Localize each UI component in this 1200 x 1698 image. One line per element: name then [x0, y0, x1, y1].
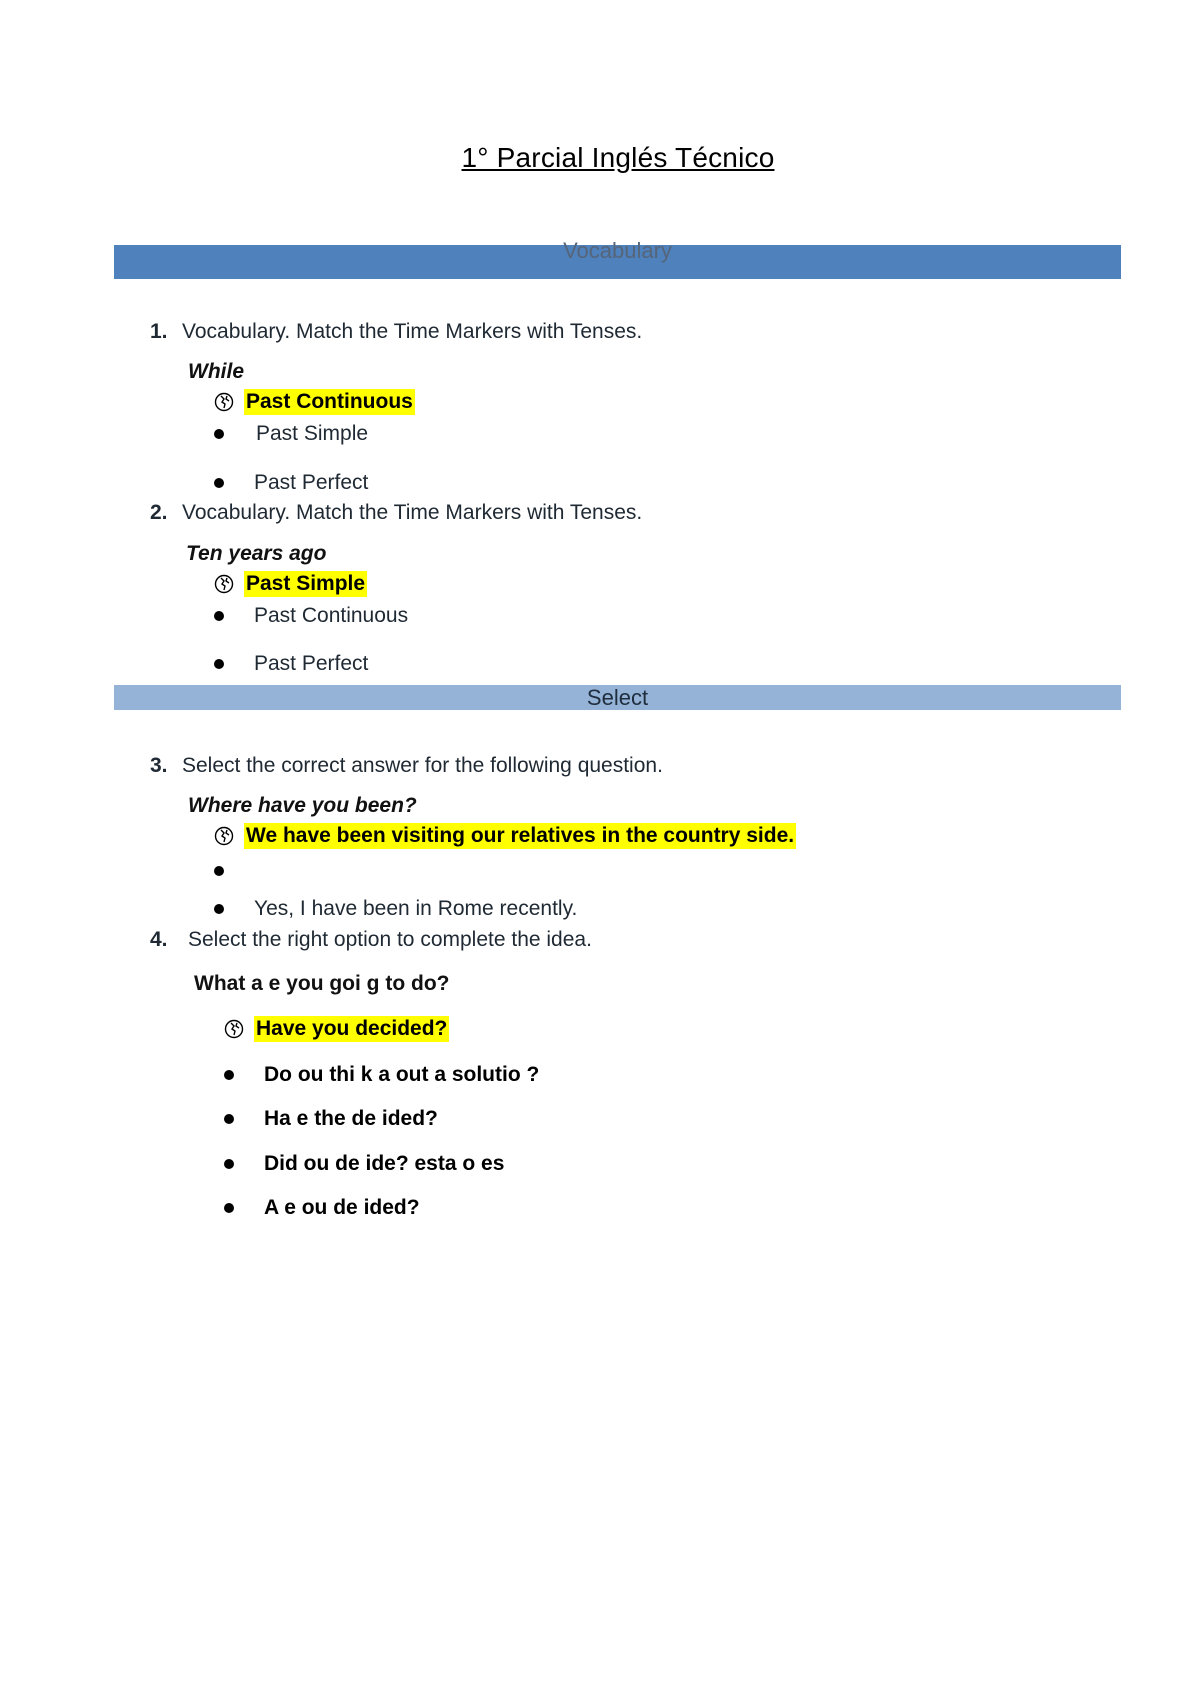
question-4-option-4[interactable] [224, 1152, 504, 1176]
bullet-icon [214, 478, 224, 488]
bullet-icon [214, 429, 224, 439]
bullet-icon [214, 866, 224, 876]
question-text: Select the right option to complete the idea. [188, 928, 592, 951]
question-number: 2. [150, 501, 168, 524]
question-number: 3. [150, 754, 168, 777]
question-3-option-2[interactable] [214, 866, 254, 876]
option-label: A e ou de ided? [264, 1196, 420, 1219]
question-1 [150, 320, 642, 344]
question-2-prompt: Ten years ago [186, 542, 327, 565]
section-band-select: Select [114, 685, 1121, 710]
question-2-option-1[interactable] [214, 571, 367, 597]
option-label: Did ou de ide? esta o es [264, 1152, 505, 1175]
question-1-option-1[interactable] [214, 389, 415, 415]
question-text: Vocabulary. Match the Time Markers with Tenses. [182, 501, 643, 524]
question-2-option-2[interactable] [214, 604, 408, 628]
question-2 [150, 501, 642, 525]
section-band-vocabulary: Vocabulary [114, 245, 1121, 279]
question-text: Vocabulary. Match the Time Markers with Tenses. [182, 320, 643, 343]
question-2-option-3[interactable] [214, 652, 368, 676]
option-label: Past Simple [246, 572, 366, 595]
document-title: 1° Parcial Inglés Técnico [461, 142, 775, 173]
option-label: Past Continuous [246, 390, 413, 413]
question-3-prompt: Where have you been? [188, 794, 417, 817]
question-1-option-2[interactable] [214, 422, 368, 446]
globe-icon [224, 1019, 244, 1039]
option-label: We have been visiting our relatives in the country side. [246, 824, 795, 847]
option-label: Past Continuous [254, 604, 409, 627]
bullet-icon [214, 611, 224, 621]
question-4-prompt: What a e you goi g to do? [194, 972, 450, 995]
option-label: Ha e the de ided? [264, 1107, 438, 1130]
option-label: Past Perfect [254, 652, 369, 675]
question-4 [150, 928, 592, 952]
question-text: Select the correct answer for the following question. [182, 754, 663, 777]
bullet-icon [224, 1114, 234, 1124]
question-4-option-5[interactable] [224, 1196, 420, 1220]
question-3 [150, 754, 663, 778]
option-label: Past Simple [256, 422, 369, 445]
option-label: Yes, I have been in Rome recently. [254, 897, 578, 920]
question-number: 1. [150, 320, 168, 343]
bullet-icon [214, 904, 224, 914]
globe-icon [214, 392, 234, 412]
bullet-icon [224, 1070, 234, 1080]
question-4-option-2[interactable] [224, 1063, 539, 1087]
bullet-icon [224, 1203, 234, 1213]
globe-icon [214, 574, 234, 594]
question-4-option-3[interactable] [224, 1107, 438, 1131]
option-label: Past Perfect [254, 471, 369, 494]
question-3-option-1[interactable] [214, 823, 796, 849]
globe-icon [214, 826, 234, 846]
question-3-option-3[interactable] [214, 897, 577, 921]
option-label: Have you decided? [256, 1017, 448, 1040]
question-1-prompt: While [188, 360, 244, 383]
option-label: Do ou thi k a out a solutio ? [264, 1063, 540, 1086]
bullet-icon [214, 659, 224, 669]
bullet-icon [224, 1159, 234, 1169]
question-number: 4. [150, 928, 168, 951]
question-4-option-1[interactable] [224, 1016, 449, 1042]
question-1-option-3[interactable] [214, 471, 368, 495]
